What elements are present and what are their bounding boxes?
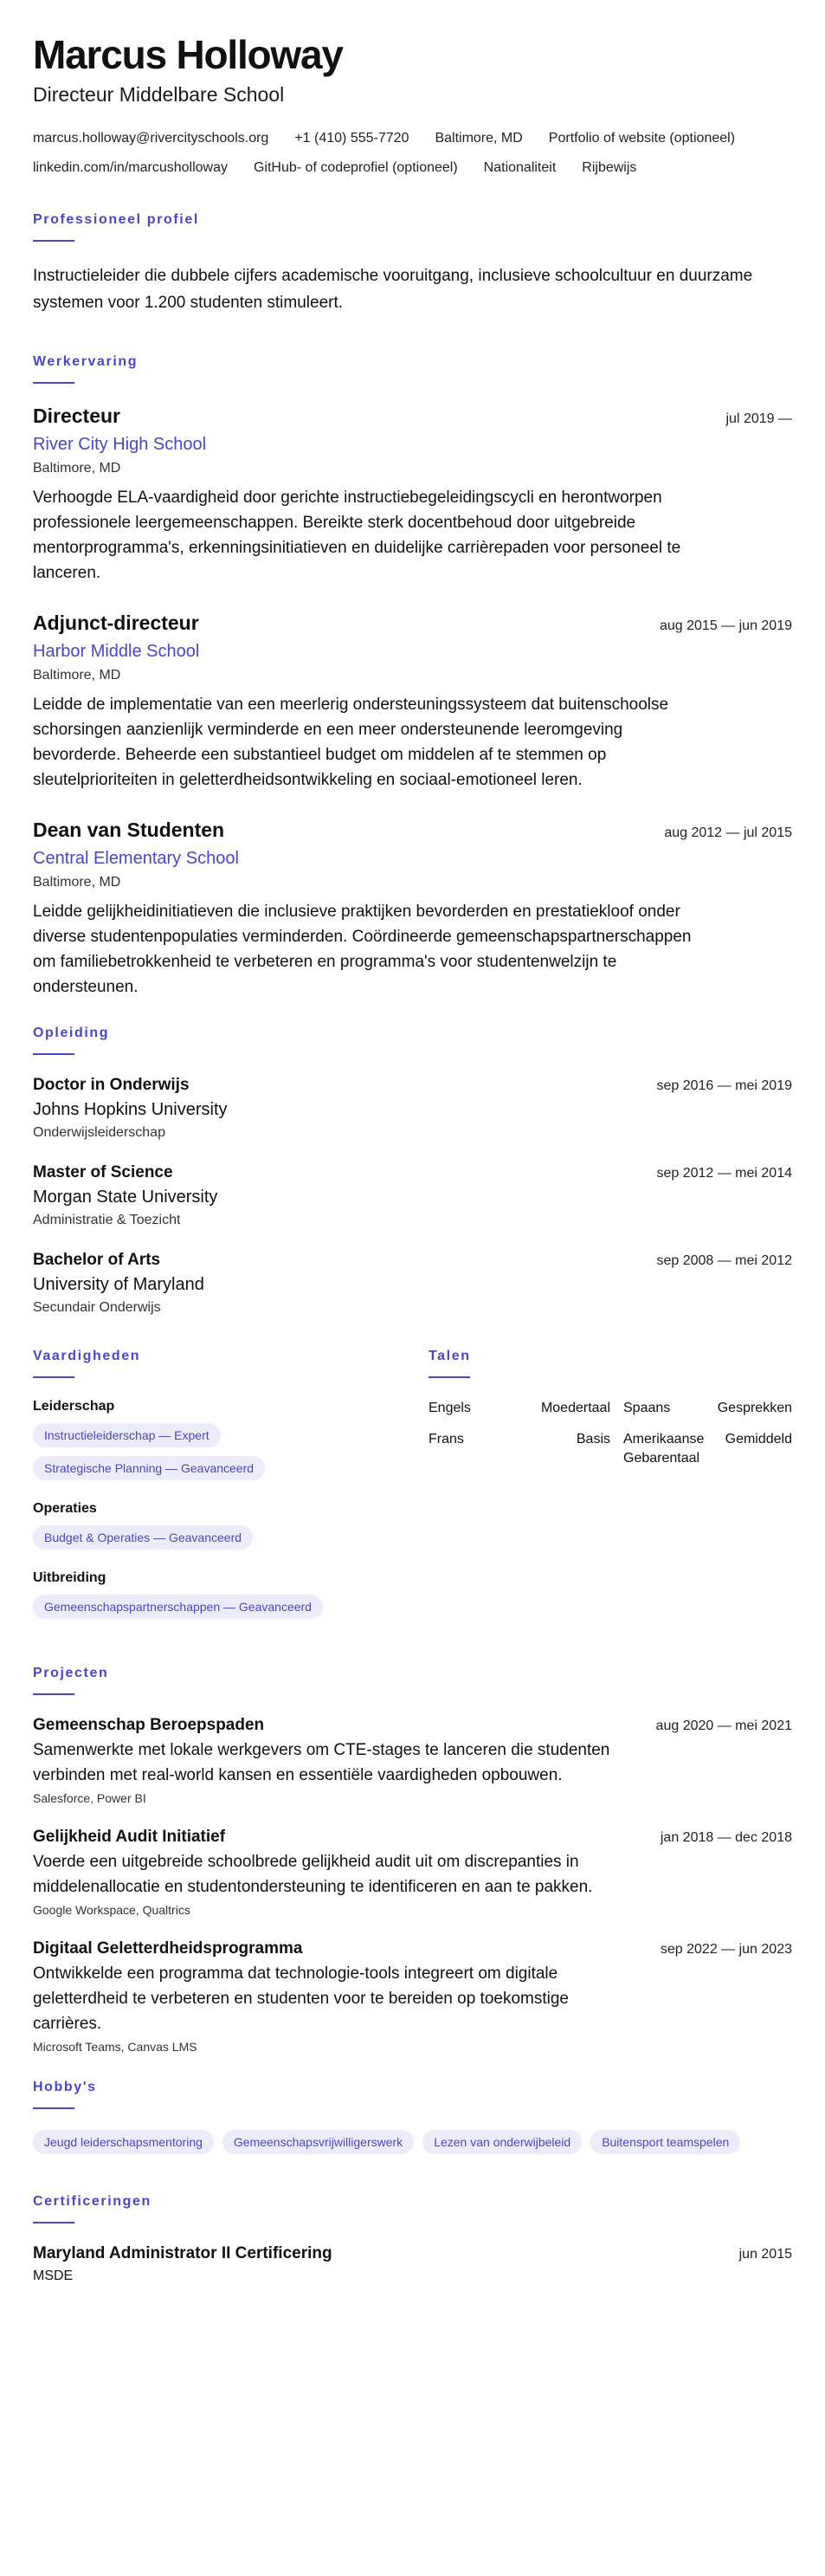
section-title: Certificeringen <box>33 2194 151 2209</box>
skill-chip: Instructieleiderschap — Expert <box>33 1423 221 1447</box>
skill-chip: Strategische Planning — Geavanceerd <box>33 1456 265 1480</box>
section-title: Vaardigheden <box>33 1349 141 1363</box>
degree-title: Bachelor of Arts <box>33 1251 161 1269</box>
profile-summary: Instructieleider die dubbele cijfers academische vooruitgang, inclusieve schoolcultuur en duurzame systemen voor 1.200 studenten stimuleert. <box>33 267 753 312</box>
hobby-chip: Gemeenschapsvrijwilligerswerk <box>222 2130 414 2154</box>
school-name: University of Maryland <box>33 1275 204 1294</box>
project-date: sep 2022 — jun 2023 <box>660 1942 792 1957</box>
job-description: Leidde de implementatie van een meerlerig ondersteuningssysteem dat buitenschoolse schorsingen aanzienlijk verminderde en een meer ondersteunende leeromgeving bevorderde. Beheerde een substantieel budget om middelen af te stemmen op sleutelprioriteiten in geletterdheidsontwikkeling en sociaal-emotioneel leren. <box>33 696 669 789</box>
job-title: Dean van Studenten <box>33 819 225 841</box>
contact-license: Rijbewijs <box>582 160 637 175</box>
skill-group <box>33 1399 429 1489</box>
skill-group <box>33 1570 429 1628</box>
contact-list <box>33 129 792 188</box>
job-description: Verhoogde ELA-vaardigheid door gerichte instructiebegeleidingscycli en herontworpen professionele leergemeenschappen. Bereikte sterk docentbehoud door uitgebreide mentorprogramma's, erkenningsinitiatieven en duidelijke carrièrepaden voor personeel te lanceren. <box>33 489 681 582</box>
job-description: Leidde gelijkheidinitiatieven die inclusieve praktijken bevorderden en prestatiekloof onder diverse studentenpopulaties verminderden. Coördineerde gemeenschapspartnerschappen om familiebetrokkenheid te verbeteren en programma's voor studentenwelzijn te ondersteunen. <box>33 903 692 996</box>
education-date: sep 2016 — mei 2019 <box>656 1078 792 1093</box>
hobby-chip: Buitensport teamspelen <box>590 2130 740 2154</box>
language-row <box>429 1430 792 1468</box>
section-divider <box>33 240 74 242</box>
project-tech: Microsoft Teams, Canvas LMS <box>33 2040 197 2054</box>
job-company: River City High School <box>33 435 207 454</box>
job-date: aug 2012 — jul 2015 <box>664 825 792 840</box>
skill-category: Operaties <box>33 1501 97 1516</box>
section-divider <box>429 1376 470 1378</box>
section-title: Projecten <box>33 1666 109 1680</box>
section-divider <box>33 2107 74 2109</box>
language-level: Gesprekken <box>717 1401 792 1415</box>
contact-linkedin: linkedin.com/in/marcusholloway <box>33 160 228 175</box>
section-title: Werkervaring <box>33 354 139 369</box>
school-name: Johns Hopkins University <box>33 1100 228 1119</box>
project-entry <box>33 1716 792 1805</box>
project-title: Gemeenschap Beroepspaden <box>33 1716 265 1734</box>
language-name: Spaans <box>623 1401 671 1415</box>
project-description: Samenwerkte met lokale werkgevers om CTE-stages te lanceren die studenten verbinden met real-world kansen en essentiële vaardigheden opbouwen. <box>33 1741 610 1784</box>
project-title: Gelijkheid Audit Initiatief <box>33 1828 226 1846</box>
skill-category: Uitbreiding <box>33 1570 106 1585</box>
skill-chip: Budget & Operaties — Geavanceerd <box>33 1525 253 1550</box>
hobby-chip: Lezen van onderwijbeleid <box>422 2130 582 2154</box>
language-level: Gemiddeld <box>725 1432 792 1447</box>
contact-email: marcus.holloway@rivercityschools.org <box>33 131 269 146</box>
section-title: Professioneel profiel <box>33 212 199 227</box>
job-title: Directeur <box>33 405 120 427</box>
language-level: Basis <box>576 1432 610 1447</box>
contact-github: GitHub- of codeprofiel (optioneel) <box>253 160 458 175</box>
language-name: Engels <box>429 1401 471 1415</box>
degree-title: Doctor in Onderwijs <box>33 1076 190 1094</box>
job-company: Harbor Middle School <box>33 642 200 661</box>
education-entry <box>33 1251 792 1316</box>
school-name: Morgan State University <box>33 1188 218 1207</box>
project-tech: Google Workspace, Qualtrics <box>33 1903 190 1917</box>
hobby-list <box>33 2130 792 2163</box>
project-entry <box>33 1828 792 1917</box>
section-divider <box>33 1053 74 1055</box>
job-location: Baltimore, MD <box>33 461 121 476</box>
section-title: Talen <box>429 1349 471 1363</box>
certification-title: Maryland Administrator II Certificering <box>33 2244 332 2262</box>
skill-chip: Gemeenschapspartnerschappen — Geavanceerd <box>33 1595 323 1619</box>
language-name: Frans <box>429 1432 464 1447</box>
contact-nationality: Nationaliteit <box>483 160 557 175</box>
study-field: Onderwijsleiderschap <box>33 1125 165 1140</box>
certification-date: jun 2015 <box>738 2247 792 2262</box>
language-name: Amerikaanse Gebarentaal <box>623 1432 705 1466</box>
education-date: sep 2008 — mei 2012 <box>656 1253 792 1268</box>
languages-section <box>429 1349 792 1640</box>
skills-languages-row <box>33 1349 792 1640</box>
language-level: Moedertaal <box>540 1401 610 1415</box>
degree-title: Master of Science <box>33 1163 173 1181</box>
job-location: Baltimore, MD <box>33 668 121 683</box>
candidate-role: Directeur Middelbare School <box>33 83 285 106</box>
certification-issuer: MSDE <box>33 2269 74 2283</box>
job-date: aug 2015 — jun 2019 <box>659 618 792 633</box>
section-divider <box>33 382 74 384</box>
skill-category: Leiderschap <box>33 1399 115 1414</box>
job-company: Central Elementary School <box>33 849 239 868</box>
contact-location: Baltimore, MD <box>435 131 523 146</box>
candidate-name: Marcus Holloway <box>33 32 343 77</box>
profile-section <box>33 212 792 316</box>
section-divider <box>33 1693 74 1695</box>
contact-portfolio: Portfolio of website (optioneel) <box>548 131 736 146</box>
project-date: aug 2020 — mei 2021 <box>655 1718 792 1733</box>
education-entry <box>33 1163 792 1228</box>
education-date: sep 2012 — mei 2014 <box>656 1166 792 1181</box>
job-entry <box>33 405 792 586</box>
study-field: Administratie & Toezicht <box>33 1213 181 1227</box>
project-description: Voerde een uitgebreide schoolbrede gelijkheid audit uit om discrepanties in middelenallocatie en studentondersteuning te identificeren en aan te pakken. <box>33 1853 593 1896</box>
education-entry <box>33 1076 792 1141</box>
project-title: Digitaal Geletterdheidsprogramma <box>33 1939 303 1958</box>
certification-entry <box>33 2244 792 2284</box>
job-date: jul 2019 — <box>725 411 792 426</box>
job-location: Baltimore, MD <box>33 875 121 890</box>
contact-phone: +1 (410) 555-7720 <box>294 131 409 146</box>
skill-group <box>33 1501 429 1558</box>
project-entry <box>33 1939 792 2054</box>
project-tech: Salesforce, Power BI <box>33 1791 146 1805</box>
section-divider <box>33 2222 74 2223</box>
hobby-chip: Jeugd leiderschapsmentoring <box>33 2130 214 2154</box>
certifications-section <box>33 2194 792 2284</box>
project-date: jan 2018 — dec 2018 <box>660 1830 792 1845</box>
study-field: Secundair Onderwijs <box>33 1300 161 1315</box>
projects-section <box>33 1666 792 2054</box>
job-title: Adjunct-directeur <box>33 612 199 634</box>
section-divider <box>33 1376 74 1378</box>
language-row <box>429 1399 792 1418</box>
job-entry <box>33 612 792 793</box>
job-entry <box>33 819 792 1000</box>
project-description: Ontwikkelde een programma dat technologie-tools integreert om digitale geletterdheid te verbeteren en studenten voor te bereiden op toekomstige carrières. <box>33 1964 569 2033</box>
hobbies-section <box>33 2080 792 2163</box>
experience-section <box>33 354 792 1000</box>
education-section <box>33 1026 792 1316</box>
resume-header <box>33 31 792 188</box>
skills-section <box>33 1349 429 1640</box>
section-title: Hobby's <box>33 2080 97 2094</box>
section-title: Opleiding <box>33 1026 110 1040</box>
